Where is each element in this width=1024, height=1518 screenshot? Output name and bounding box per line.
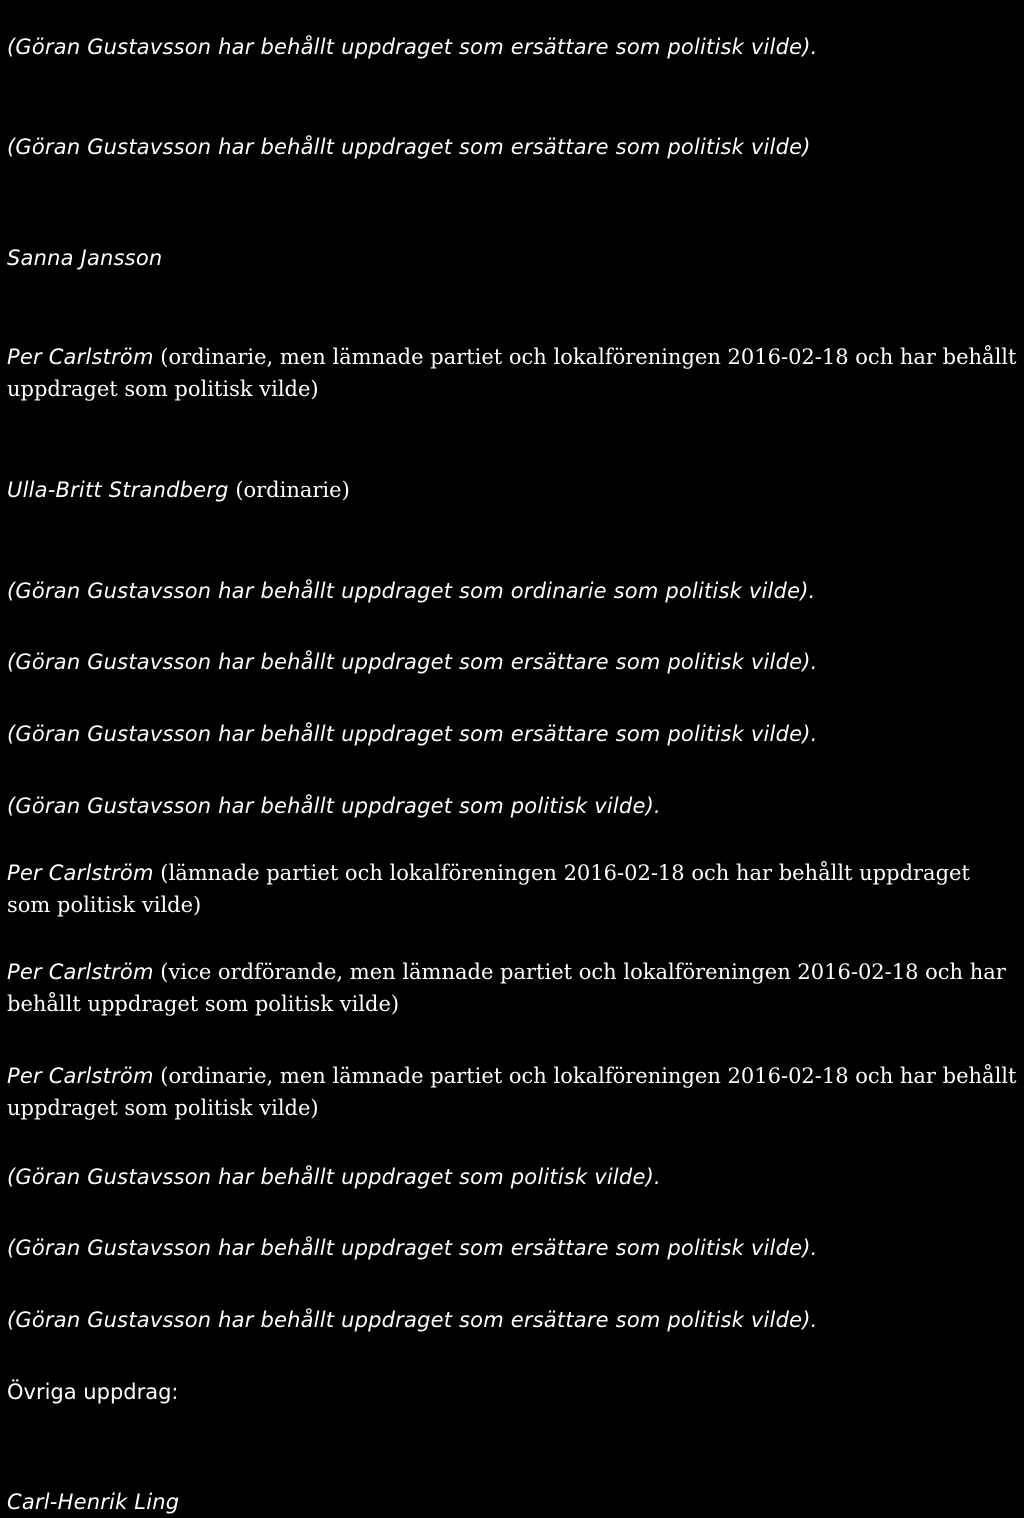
entry-note: (Göran Gustavsson har behållt uppdraget som ersättare som politisk vilde). [7,35,818,59]
entry-note: (ordinarie) [235,478,350,502]
entry-name: Sanna Jansson [7,246,163,270]
entry-note: (vice ordförande, men lämnade partiet och lokalföreningen 2016-02-18 och har behållt uppdraget som politisk vilde) [7,960,1006,1016]
entry-name: Per Carlström [7,1064,154,1088]
entry-3 [7,242,1019,274]
entry-10 [7,857,1019,921]
entry-15 [7,1304,1019,1336]
entry-12 [7,1060,1019,1124]
entry-11 [7,956,1019,1020]
entry-13 [7,1161,1019,1193]
entry-9 [7,790,1019,822]
entry-4 [7,341,1019,405]
entry-note: (lämnade partiet och lokalföreningen 2016-02-18 och har behållt uppdraget som politisk vilde) [7,861,970,917]
entry-note: (Göran Gustavsson har behållt uppdraget som politisk vilde). [7,1165,661,1189]
entry-last-name: Carl-Henrik Ling [7,1490,180,1514]
entry-8 [7,718,1019,750]
entry-2 [7,131,1019,163]
entry-note: (ordinarie, men lämnade partiet och lokalföreningen 2016-02-18 och har behållt uppdraget som politisk vilde) [7,1064,1017,1120]
entry-note: (Göran Gustavsson har behållt uppdraget som ersättare som politisk vilde). [7,722,818,746]
entry-6 [7,575,1019,607]
entry-note: (Göran Gustavsson har behållt uppdraget som ersättare som politisk vilde). [7,650,818,674]
entry-1 [7,31,1019,63]
other-assignments-heading: Övriga uppdrag: [7,1380,179,1404]
entry-note: (Göran Gustavsson har behållt uppdraget som ersättare som politisk vilde) [7,135,811,159]
entry-note: (ordinarie, men lämnade partiet och lokalföreningen 2016-02-18 och har behållt uppdraget som politisk vilde) [7,345,1017,401]
entry-5 [7,474,1019,506]
entry-name: Per Carlström [7,960,154,984]
entry-14 [7,1232,1019,1264]
entry-note: (Göran Gustavsson har behållt uppdraget som ersättare som politisk vilde). [7,1236,818,1260]
entry-name: Per Carlström [7,861,154,885]
entry-note: (Göran Gustavsson har behållt uppdraget som politisk vilde). [7,794,661,818]
entry-name: Ulla-Britt Strandberg [7,478,229,502]
entry-7 [7,646,1019,678]
entry-note: (Göran Gustavsson har behållt uppdraget som ordinarie som politisk vilde). [7,579,816,603]
entry-note: (Göran Gustavsson har behållt uppdraget som ersättare som politisk vilde). [7,1308,818,1332]
entry-name: Per Carlström [7,345,154,369]
